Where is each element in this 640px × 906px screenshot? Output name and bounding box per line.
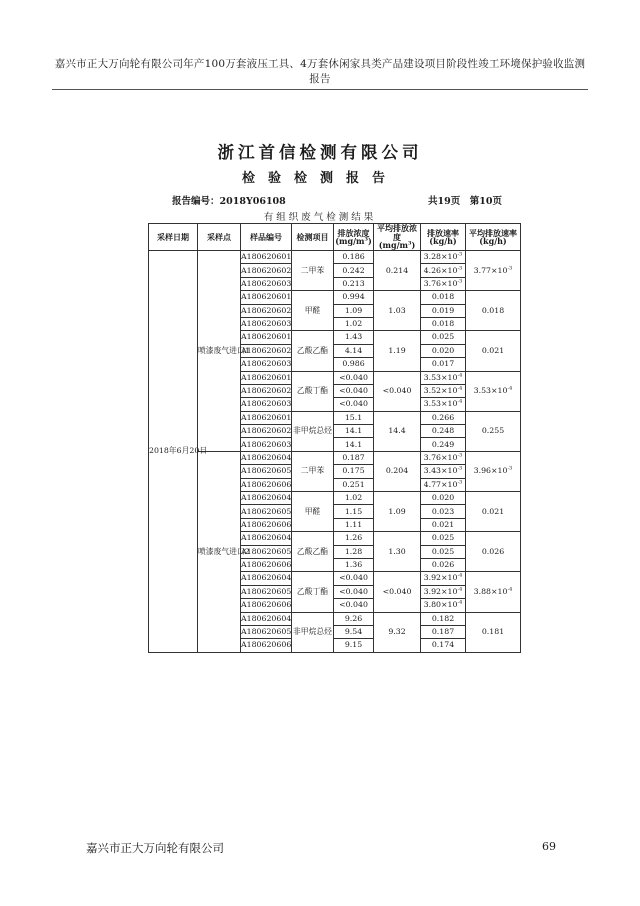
- rate-value: $4.26\times 10^{-3}$: [421, 264, 466, 277]
- rate-value: $3.80\times 10^{-4}$: [421, 599, 466, 612]
- col-header-avg-rate: 平均排放速率 (kg/h): [466, 224, 521, 251]
- avg-rate-value: 0.021: [466, 492, 521, 532]
- col-header-avg-concentration: 平均排放浓度 $(mg/m^3)$: [374, 224, 421, 251]
- sample-number: A180620601: [241, 291, 292, 304]
- test-item: 乙酸丁酯: [292, 371, 334, 411]
- avg-rate-value: $3.53\times 10^{-4}$: [466, 371, 521, 411]
- concentration-value: 0.175: [334, 465, 374, 478]
- sample-number: A180620605: [241, 465, 292, 478]
- sample-number: A180620601: [241, 371, 292, 384]
- col-header-point: 采样点: [198, 224, 241, 251]
- concentration-value: 1.09: [334, 304, 374, 317]
- col-header-item: 检测项目: [292, 224, 334, 251]
- concentration-value: 1.11: [334, 518, 374, 531]
- test-item: 非甲烷总烃: [292, 612, 334, 652]
- rate-value: 0.020: [421, 492, 466, 505]
- avg-concentration-value: 0.214: [374, 251, 421, 291]
- sample-number: A180620604: [241, 492, 292, 505]
- avg-concentration-value: 14.4: [374, 411, 421, 451]
- page-header: 嘉兴市正大万向轮有限公司年产100万套液压工具、4万套休闲家具类产品建设项目阶段性竣工环境保护验收监测报告: [52, 56, 588, 90]
- sample-number: A180620602: [241, 264, 292, 277]
- sample-number: A180620603: [241, 277, 292, 290]
- test-item: 二甲苯: [292, 251, 334, 291]
- rate-value: 0.023: [421, 505, 466, 518]
- footer-company: 嘉兴市正大万向轮有限公司: [86, 841, 224, 855]
- test-item: 乙酸乙酯: [292, 331, 334, 371]
- concentration-value: <0.040: [334, 398, 374, 411]
- avg-rate-value: 0.181: [466, 612, 521, 652]
- test-item: 非甲烷总烃: [292, 411, 334, 451]
- table-title: 有组织废气检测结果: [263, 212, 377, 223]
- sampling-point: 喷漆废气进口1: [198, 251, 241, 452]
- sample-number: A180620605: [241, 585, 292, 598]
- concentration-value: 4.14: [334, 344, 374, 357]
- concentration-value: 1.02: [334, 492, 374, 505]
- report-number: 报告编号：2018Y06108: [172, 196, 286, 207]
- concentration-value: 14.1: [334, 425, 374, 438]
- sample-number: A180620605: [241, 505, 292, 518]
- table-row: [149, 251, 521, 264]
- concentration-value: <0.040: [334, 599, 374, 612]
- concentration-value: 14.1: [334, 438, 374, 451]
- sample-number: A180620606: [241, 599, 292, 612]
- rate-value: $3.76\times 10^{-3}$: [421, 451, 466, 464]
- concentration-value: <0.040: [334, 384, 374, 397]
- rate-value: $4.77\times 10^{-3}$: [421, 478, 466, 491]
- rate-value: 0.249: [421, 438, 466, 451]
- rate-value: $3.53\times 10^{-4}$: [421, 371, 466, 384]
- rate-value: 0.025: [421, 545, 466, 558]
- col-header-rate: 排放速率 (kg/h): [421, 224, 466, 251]
- col-header-date: 采样日期: [149, 224, 198, 251]
- avg-concentration-value: <0.040: [374, 371, 421, 411]
- sample-number: A180620603: [241, 438, 292, 451]
- test-item: 甲醛: [292, 291, 334, 331]
- sample-number: A180620604: [241, 451, 292, 464]
- avg-concentration-value: 1.09: [374, 492, 421, 532]
- page-count: 共19页 第10页: [428, 196, 502, 207]
- concentration-value: 0.187: [334, 451, 374, 464]
- rate-value: 0.025: [421, 331, 466, 344]
- rate-value: 0.020: [421, 344, 466, 357]
- sample-number: A180620602: [241, 304, 292, 317]
- rate-value: 0.182: [421, 612, 466, 625]
- avg-concentration-value: 1.30: [374, 532, 421, 572]
- concentration-value: 1.02: [334, 317, 374, 330]
- sample-number: A180620604: [241, 572, 292, 585]
- concentration-value: 0.994: [334, 291, 374, 304]
- rate-value: $3.76\times 10^{-3}$: [421, 277, 466, 290]
- avg-concentration-value: 0.204: [374, 451, 421, 491]
- test-item: 乙酸乙酯: [292, 532, 334, 572]
- company-name: 浙江首信检测有限公司: [217, 143, 423, 162]
- col-header-concentration: 排放浓度 $(mg/m^3)$: [334, 224, 374, 251]
- test-item: 甲醛: [292, 492, 334, 532]
- rate-value: 0.266: [421, 411, 466, 424]
- test-item: 乙酸丁酯: [292, 572, 334, 612]
- sample-number: A180620605: [241, 545, 292, 558]
- page-number: 69: [542, 840, 556, 853]
- rate-value: $3.92\times 10^{-4}$: [421, 572, 466, 585]
- concentration-value: 0.213: [334, 277, 374, 290]
- sample-number: A180620603: [241, 358, 292, 371]
- rate-value: 0.018: [421, 317, 466, 330]
- avg-rate-value: 0.018: [466, 291, 521, 331]
- rate-value: 0.018: [421, 291, 466, 304]
- concentration-value: <0.040: [334, 585, 374, 598]
- concentration-value: 9.15: [334, 639, 374, 652]
- concentration-value: 0.242: [334, 264, 374, 277]
- avg-rate-value: $3.88\times 10^{-4}$: [466, 572, 521, 612]
- sample-number: A180620602: [241, 344, 292, 357]
- emission-results-table: [148, 223, 521, 653]
- rate-value: $3.92\times 10^{-4}$: [421, 585, 466, 598]
- avg-rate-value: 0.255: [466, 411, 521, 451]
- sample-number: A180620604: [241, 612, 292, 625]
- concentration-value: 1.43: [334, 331, 374, 344]
- col-header-sample-no: 样品编号: [241, 224, 292, 251]
- sampling-point: 喷漆废气进口2: [198, 451, 241, 652]
- rate-value: $3.52\times 10^{-4}$: [421, 384, 466, 397]
- sample-number: A180620606: [241, 558, 292, 571]
- avg-concentration-value: 9.32: [374, 612, 421, 652]
- concentration-value: <0.040: [334, 572, 374, 585]
- concentration-value: 0.186: [334, 251, 374, 264]
- avg-rate-value: 0.021: [466, 331, 521, 371]
- test-item: 二甲苯: [292, 451, 334, 491]
- concentration-value: 0.251: [334, 478, 374, 491]
- rate-value: 0.026: [421, 558, 466, 571]
- sample-number: A180620602: [241, 384, 292, 397]
- sample-number: A180620605: [241, 625, 292, 638]
- sample-number: A180620604: [241, 532, 292, 545]
- sample-number: A180620606: [241, 478, 292, 491]
- rate-value: 0.019: [421, 304, 466, 317]
- sample-number: A180620603: [241, 398, 292, 411]
- concentration-value: 9.54: [334, 625, 374, 638]
- sample-number: A180620601: [241, 411, 292, 424]
- rate-value: 0.174: [421, 639, 466, 652]
- avg-rate-value: $3.96\times 10^{-3}$: [466, 451, 521, 491]
- sample-number: A180620602: [241, 425, 292, 438]
- table-body: [149, 251, 521, 653]
- rate-value: 0.021: [421, 518, 466, 531]
- concentration-value: <0.040: [334, 371, 374, 384]
- concentration-value: 15.1: [334, 411, 374, 424]
- rate-value: $3.28\times 10^{-3}$: [421, 251, 466, 264]
- concentration-value: 1.28: [334, 545, 374, 558]
- concentration-value: 9.26: [334, 612, 374, 625]
- sample-number: A180620601: [241, 251, 292, 264]
- sample-number: A180620606: [241, 518, 292, 531]
- rate-value: $3.43\times 10^{-3}$: [421, 465, 466, 478]
- report-title: 检验检测报告: [241, 171, 398, 186]
- sample-number: A180620601: [241, 331, 292, 344]
- avg-rate-value: 0.026: [466, 532, 521, 572]
- avg-concentration-value: 1.19: [374, 331, 421, 371]
- concentration-value: 0.986: [334, 358, 374, 371]
- sample-number: A180620606: [241, 639, 292, 652]
- rate-value: $3.53\times 10^{-4}$: [421, 398, 466, 411]
- concentration-value: 1.15: [334, 505, 374, 518]
- sample-number: A180620603: [241, 317, 292, 330]
- rate-value: 0.248: [421, 425, 466, 438]
- avg-concentration-value: 1.03: [374, 291, 421, 331]
- rate-value: 0.017: [421, 358, 466, 371]
- concentration-value: 1.26: [334, 532, 374, 545]
- avg-rate-value: $3.77\times 10^{-3}$: [466, 251, 521, 291]
- rate-value: 0.187: [421, 625, 466, 638]
- concentration-value: 1.36: [334, 558, 374, 571]
- avg-concentration-value: <0.040: [374, 572, 421, 612]
- sampling-date: 2018年6月20日: [149, 251, 198, 653]
- table-header-row: [149, 224, 521, 251]
- rate-value: 0.025: [421, 532, 466, 545]
